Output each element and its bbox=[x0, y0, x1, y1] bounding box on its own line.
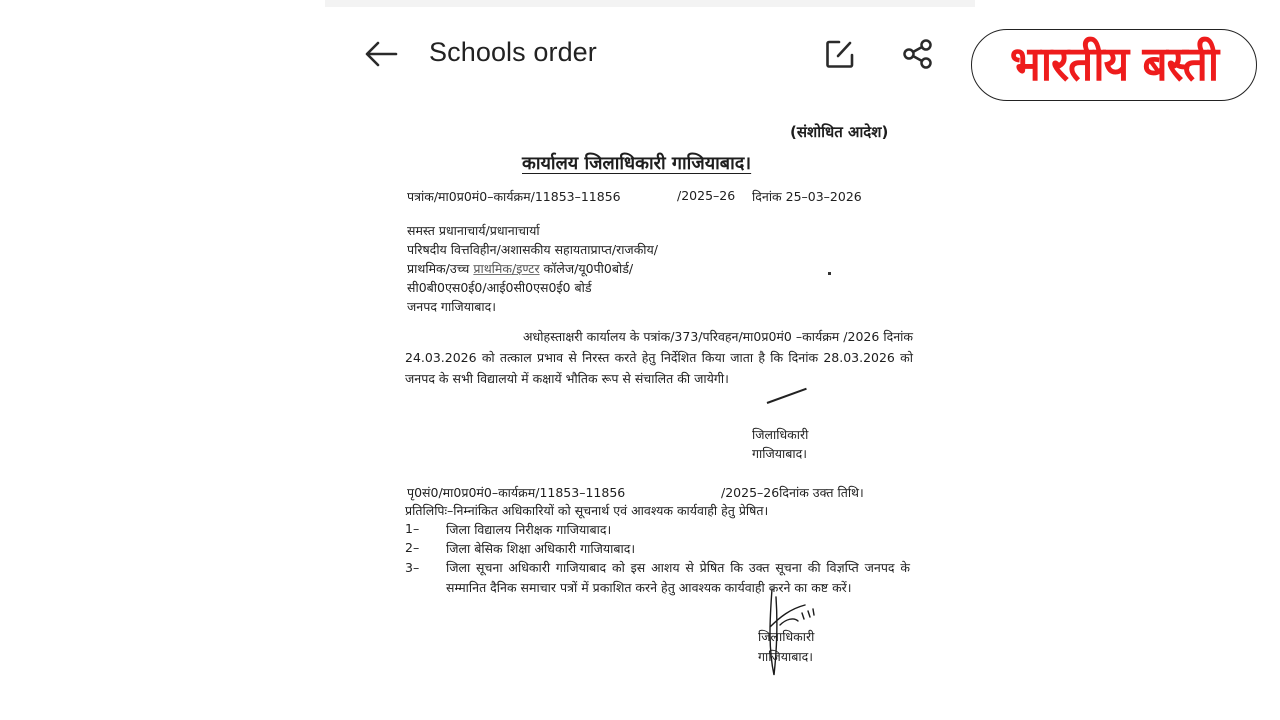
addressee-text: कॉलेज/यू0पी0बोर्ड/ bbox=[539, 261, 634, 276]
signatory-title-2: जिलाधिकारी bbox=[758, 629, 815, 644]
reference-line bbox=[407, 188, 907, 206]
amended-order-label: (संशोधित आदेश) bbox=[790, 123, 889, 141]
app-bar bbox=[325, 20, 975, 90]
signatory-place: गाजियाबाद। bbox=[752, 446, 808, 461]
signature-stroke bbox=[767, 388, 807, 404]
copy-list-number: 1– bbox=[405, 521, 420, 536]
addressee-line-1: समस्त प्रधानाचार्य/प्रधानाचार्या bbox=[407, 223, 540, 238]
back-button[interactable] bbox=[363, 38, 399, 70]
document-image bbox=[330, 100, 970, 720]
copy-list-number: 3– bbox=[405, 560, 420, 575]
signatory-title: जिलाधिकारी bbox=[752, 427, 809, 442]
copy-list-item: जिला विद्यालय निरीक्षक गाजियाबाद। bbox=[446, 522, 612, 537]
addressee-text-underlined: प्राथमिक/इण्टर bbox=[473, 261, 540, 276]
brand-logo bbox=[971, 29, 1257, 101]
page-title: Schools order bbox=[429, 37, 597, 67]
edit-square-icon bbox=[825, 39, 855, 69]
order-body-text: अधोहस्ताक्षरी कार्यालय के पत्रांक/373/परिवहन/मा0प्र0मं0 –कार्यक्रम /2026 दिनांक 24.03.2026 को तत्काल प्रभाव से निरस्त करते हेतु निर्देशित किया जाता है कि दिनांक 28.03.2026 को जनपद के सभी विद्यालयो में कक्षायें भौतिक रूप से संचालित की जायेगी। bbox=[405, 329, 913, 386]
copy-reference-date: /2025–26दिनांक उक्त तिथि। bbox=[721, 485, 864, 500]
addressee-line-3 bbox=[407, 260, 633, 277]
speck bbox=[828, 272, 831, 275]
order-body bbox=[405, 326, 913, 389]
reference-year: /2025–26 bbox=[677, 188, 736, 203]
reference-date: दिनांक 25–03–2026 bbox=[752, 189, 862, 204]
copy-reference-number: पृ0सं0/मा0प्र0मं0–कार्यक्रम/11853–11856 bbox=[407, 485, 626, 500]
arrow-left-icon bbox=[364, 41, 398, 67]
copy-list-item: जिला बेसिक शिक्षा अधिकारी गाजियाबाद। bbox=[446, 541, 636, 556]
brand-logo-text: भारतीय बस्ती bbox=[1009, 36, 1219, 92]
addressee-text: प्राथमिक/उच्च bbox=[407, 261, 474, 276]
copy-intro: प्रतिलिपिः–निम्नांकित अधिकारियों को सूचनार्थ एवं आवश्यक कार्यवाही हेतु प्रेषित। bbox=[405, 503, 769, 518]
copy-list-item: जिला सूचना अधिकारी गाजियाबाद को इस आशय से प्रेषित कि उक्त सूचना की विज्ञप्ति जनपद के सम्मानित दैनिक समाचार पत्रों में प्रकाशित करने हेतु आवश्यक कार्यवाही करने का कष्ट करें। bbox=[446, 560, 910, 595]
copy-list-number: 2– bbox=[405, 540, 420, 555]
edit-button[interactable] bbox=[823, 37, 857, 71]
addressee-line-4: सी0बी0एस0ई0/आई0सी0एस0ई0 बोर्ड bbox=[407, 280, 592, 295]
office-heading: कार्यालय जिलाधिकारी गाजियाबाद। bbox=[522, 153, 752, 174]
reference-number: पत्रांक/मा0प्र0मं0–कार्यक्रम/11853–11856 bbox=[407, 189, 621, 204]
copy-reference-line bbox=[407, 484, 917, 502]
signatory-place-2: गाजियाबाद। bbox=[758, 649, 814, 664]
share-button[interactable] bbox=[901, 37, 935, 71]
addressee-line-2: परिषदीय वित्तविहीन/अशासकीय सहायताप्राप्त/राजकीय/ bbox=[407, 242, 659, 257]
status-bar-band bbox=[325, 0, 975, 7]
share-icon bbox=[902, 38, 934, 70]
addressee-line-5: जनपद गाजियाबाद। bbox=[407, 299, 496, 314]
